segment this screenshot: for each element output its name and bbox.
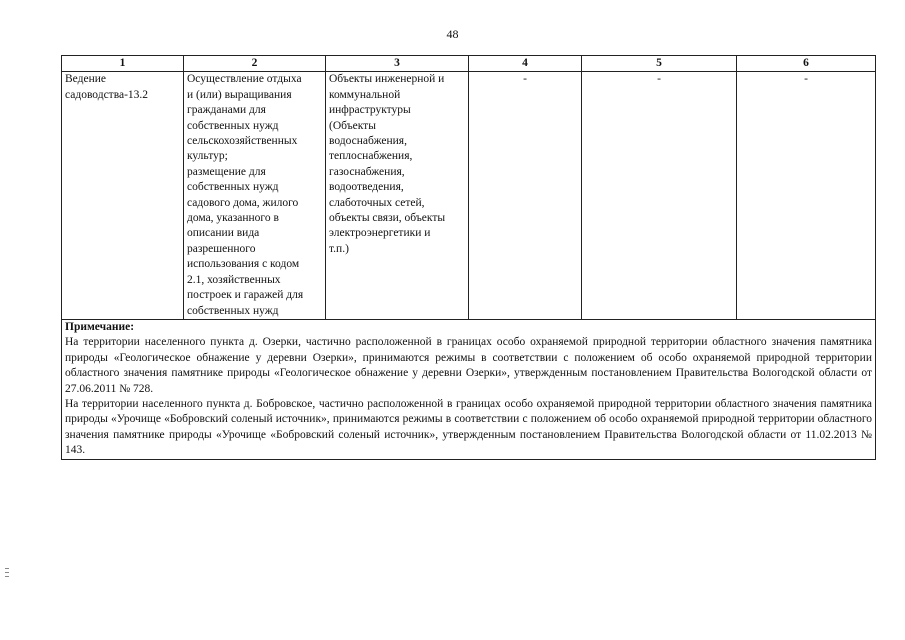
table-row [62, 72, 876, 320]
column-header-5: 5 [582, 56, 737, 72]
cell-col4: - [469, 72, 582, 320]
note-title: Примечание: [65, 320, 135, 333]
column-header-6: 6 [737, 56, 876, 72]
note-paragraph-ozerki: На территории населенного пункта д. Озерки, частично расположенной в границах особо охраняемой природной территории областного значения памятника природы «Геологическое обнажение у деревни Озерки», принимаются режимы в соответствии с положением об особо охраняемой природной территории областного значения памятнике природы «Геологическое обнажение у деревни Озерки», утвержденным постановлением Правительства Вологодской области от 27.06.2011 № 728. [65, 336, 872, 395]
note-cell [62, 319, 876, 459]
column-header-1: 1 [62, 56, 184, 72]
note-paragraph-bobrovskoe: На территории населенного пункта д. Бобровское, частично расположенной в границах особо охраняемой природной территории областного значения памятника природы «Урочище «Бобровский соленый источник», принимаются режимы в соответствии с положением об особо охраняемой природной территории областного значения памятнике природы «Урочище «Бобровский соленый источник», утвержденным постановлением Правительства Вологодской области от 11.02.2013 № 143. [65, 397, 872, 457]
column-header-3: 3 [326, 56, 469, 72]
cell-auxiliary-objects: Объекты инженерной и коммунальной инфраструктуры (Объекты водоснабжения, теплоснабжения, газоснабжения, водоотведения, слаботочных сетей, объекты связи, объекты электроэнергетики и т.п.) [326, 72, 469, 320]
table-header-row [62, 56, 876, 72]
cell-col6: - [737, 72, 876, 320]
cell-col5: - [582, 72, 737, 320]
column-header-4: 4 [469, 56, 582, 72]
note-row [62, 319, 876, 459]
regulations-table [61, 55, 876, 460]
cell-use-type: Ведение садоводства-13.2 [62, 72, 184, 320]
scan-edge-marks [5, 568, 9, 580]
column-header-2: 2 [184, 56, 326, 72]
page-number: 48 [446, 27, 459, 41]
cell-use-description: Осуществление отдыха и (или) выращивания гражданами для собственных нужд сельскохозяйственных культур; размещение для собственных нужд садового дома, жилого дома, указанного в описании вида разрешенного использования с кодом 2.1, хозяйственных построек и гаражей для собственных нужд [184, 72, 326, 320]
